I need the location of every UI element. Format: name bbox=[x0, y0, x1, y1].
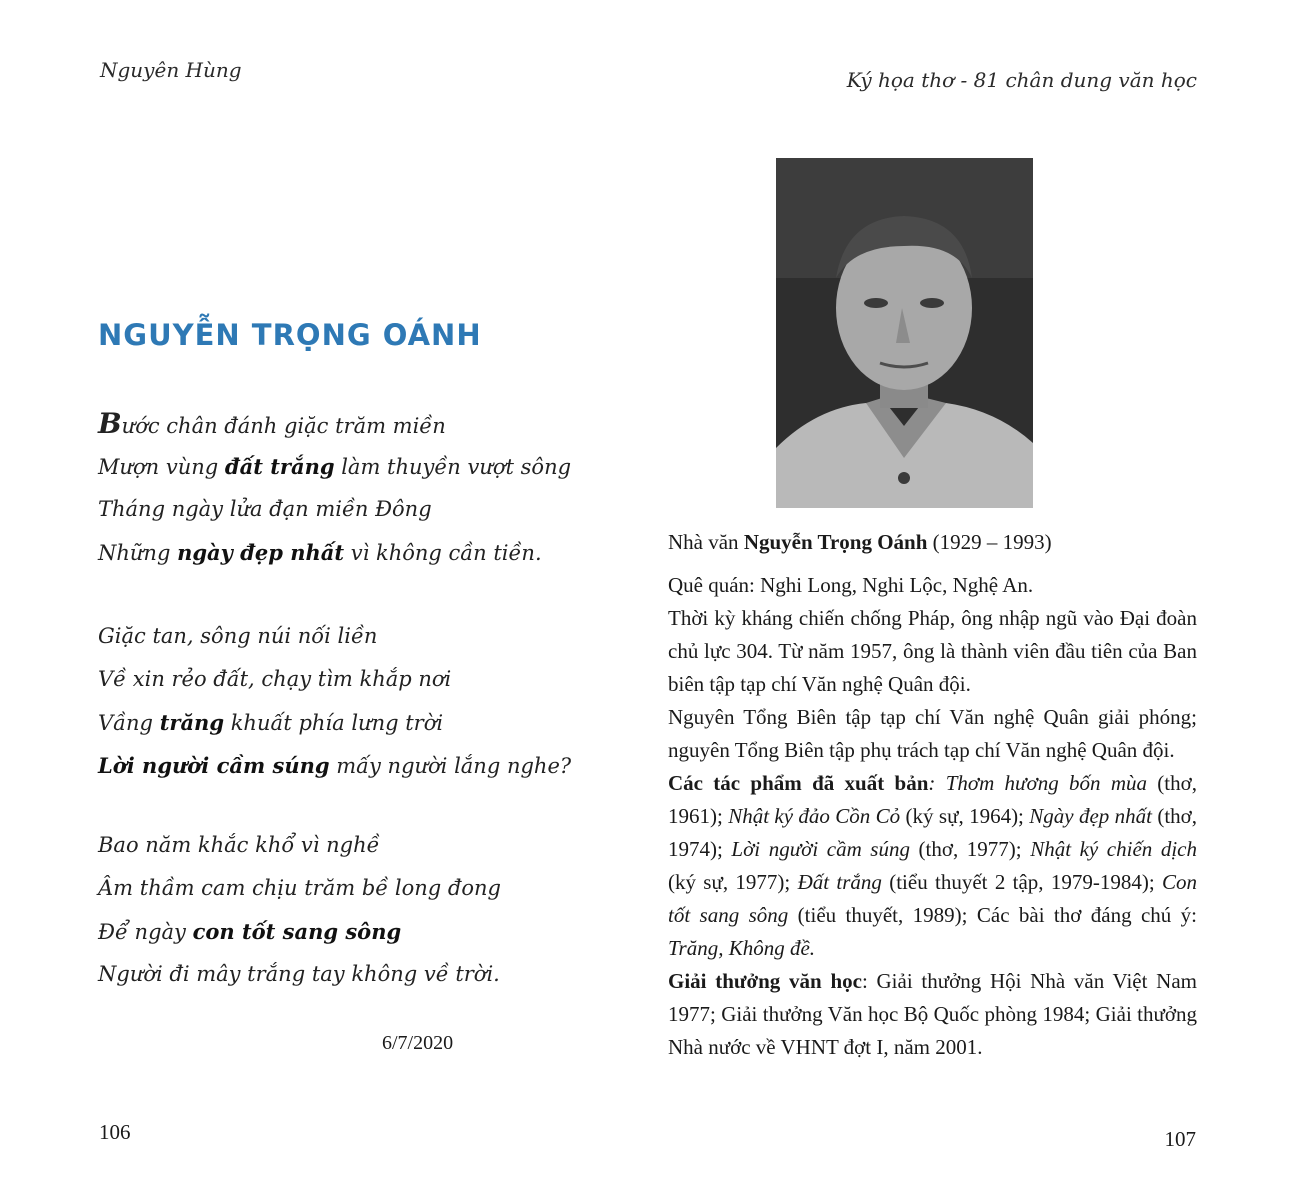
bio-awards bbox=[668, 965, 1197, 1064]
work-note: (tiểu thuyết 2 tập, 1979-1984); bbox=[881, 870, 1162, 894]
poem-line bbox=[98, 615, 571, 658]
poem-text: Người đi mây trắng tay không về trời. bbox=[98, 962, 500, 986]
poem-text: mấy người lắng nghe? bbox=[329, 754, 572, 778]
poem-text: vì không cần tiền. bbox=[344, 541, 542, 565]
poem-text: khuất phía lưng trời bbox=[224, 711, 444, 735]
author-years: (1929 – 1993) bbox=[927, 530, 1052, 554]
poem-emphasis: đất trắng bbox=[224, 454, 335, 479]
running-head-author: Nguyên Hùng bbox=[100, 58, 242, 82]
poem-stanza bbox=[98, 824, 501, 996]
bio-paragraph: Thời kỳ kháng chiến chống Pháp, ông nhập ngũ vào Đại đoàn chủ lực 304. Từ năm 1957, ông là thành viên đầu tiên của Ban biên tập tạp chí Văn nghệ Quân đội. bbox=[668, 606, 1197, 696]
poem-title: NGUYỄN TRỌNG OÁNH bbox=[98, 318, 482, 352]
poem-line bbox=[98, 402, 571, 445]
poem-text: Những bbox=[98, 541, 178, 565]
work-title: Nhật ký chiến dịch bbox=[1030, 837, 1197, 861]
work-note: (ký sự, 1977); bbox=[668, 870, 798, 894]
poem-emphasis: con tốt sang sông bbox=[192, 919, 402, 944]
poem-drop-cap: B bbox=[98, 407, 122, 440]
bio-paragraph: Nguyên Tổng Biên tập tạp chí Văn nghệ Quân giải phóng; nguyên Tổng Biên tập phụ trách tạp chí Văn nghệ Quân đội. bbox=[668, 705, 1197, 762]
awards-text: : Giải thưởng Hội Nhà văn Việt Nam 1977; Giải thưởng Văn học Bộ Quốc phòng 1984; Giải thưởng Nhà nước về VHNT đợt I, năm 2001. bbox=[668, 969, 1197, 1059]
poem-emphasis: ngày đẹp nhất bbox=[177, 540, 345, 565]
poem-line bbox=[98, 867, 501, 910]
poem-line bbox=[98, 701, 571, 744]
page-number-left: 106 bbox=[99, 1120, 131, 1144]
work-title: Trăng, Không đề. bbox=[668, 936, 816, 960]
running-head-book-title: Ký họa thơ - 81 chân dung văn học bbox=[846, 68, 1197, 92]
poem-emphasis: Lời người cầm súng bbox=[98, 753, 330, 778]
work-note: (ký sự, 1964); bbox=[900, 804, 1030, 828]
author-portrait-photo bbox=[776, 158, 1033, 508]
bio-heading-prefix: Nhà văn bbox=[668, 530, 744, 554]
poem-line bbox=[98, 658, 571, 701]
works-label: Các tác phẩm đã xuất bản bbox=[668, 771, 929, 795]
poem-stanza bbox=[98, 615, 571, 787]
poem-text: Bao năm khắc khổ vì nghề bbox=[98, 833, 380, 857]
bio-heading bbox=[668, 526, 1197, 559]
work-title: Lời người cầm súng bbox=[731, 837, 910, 861]
poem-text: Để ngày bbox=[98, 920, 193, 944]
poem-text: Tháng ngày lửa đạn miền Đông bbox=[98, 497, 432, 521]
portrait-illustration bbox=[776, 158, 1033, 508]
works-separator: : bbox=[928, 771, 946, 795]
poem-text: Âm thầm cam chịu trăm bề long đong bbox=[98, 876, 501, 900]
author-name: Nguyễn Trọng Oánh bbox=[743, 530, 928, 554]
poem-line bbox=[98, 488, 571, 531]
poem-line bbox=[98, 910, 501, 953]
poem-text: Mượn vùng bbox=[98, 455, 225, 479]
work-title: Thơm hương bốn mùa bbox=[945, 771, 1147, 795]
poem-emphasis: trăng bbox=[159, 710, 225, 735]
page-number-right: 107 bbox=[1164, 1127, 1196, 1151]
poem-line bbox=[98, 953, 501, 996]
work-note: (tiểu thuyết, 1989); Các bài thơ đáng chú ý: bbox=[788, 903, 1197, 927]
author-biography bbox=[668, 526, 1197, 1064]
work-note: (thơ, 1974); bbox=[668, 804, 1198, 861]
work-title: Đất trắng bbox=[797, 870, 882, 894]
awards-label: Giải thưởng văn học bbox=[668, 969, 862, 993]
poem-stanza bbox=[98, 402, 571, 574]
works-list bbox=[668, 771, 1197, 960]
poem-text: Giặc tan, sông núi nối liền bbox=[98, 624, 378, 648]
poem-text: Vầng bbox=[98, 711, 160, 735]
poem-date: 6/7/2020 bbox=[382, 1032, 454, 1054]
poem-text: làm thuyền vượt sông bbox=[334, 455, 572, 479]
work-title: Ngày đẹp nhất bbox=[1029, 804, 1152, 828]
poem-text: Về xin rẻo đất, chạy tìm khắp nơi bbox=[98, 667, 452, 691]
work-title: Nhật ký đảo Cồn Cỏ bbox=[728, 804, 901, 828]
poem-text: ước chân đánh giặc trăm miền bbox=[121, 414, 446, 438]
poem-line bbox=[98, 445, 571, 488]
poem-line bbox=[98, 744, 571, 787]
bio-works bbox=[668, 767, 1197, 965]
poem-line bbox=[98, 824, 501, 867]
work-note: (thơ, 1961); bbox=[668, 771, 1197, 828]
work-title: Con tốt sang sông bbox=[668, 870, 1198, 927]
work-note: (thơ, 1977); bbox=[909, 837, 1031, 861]
bio-hometown: Quê quán: Nghi Long, Nghi Lộc, Nghệ An. bbox=[668, 573, 1034, 597]
poem-line bbox=[98, 531, 571, 574]
